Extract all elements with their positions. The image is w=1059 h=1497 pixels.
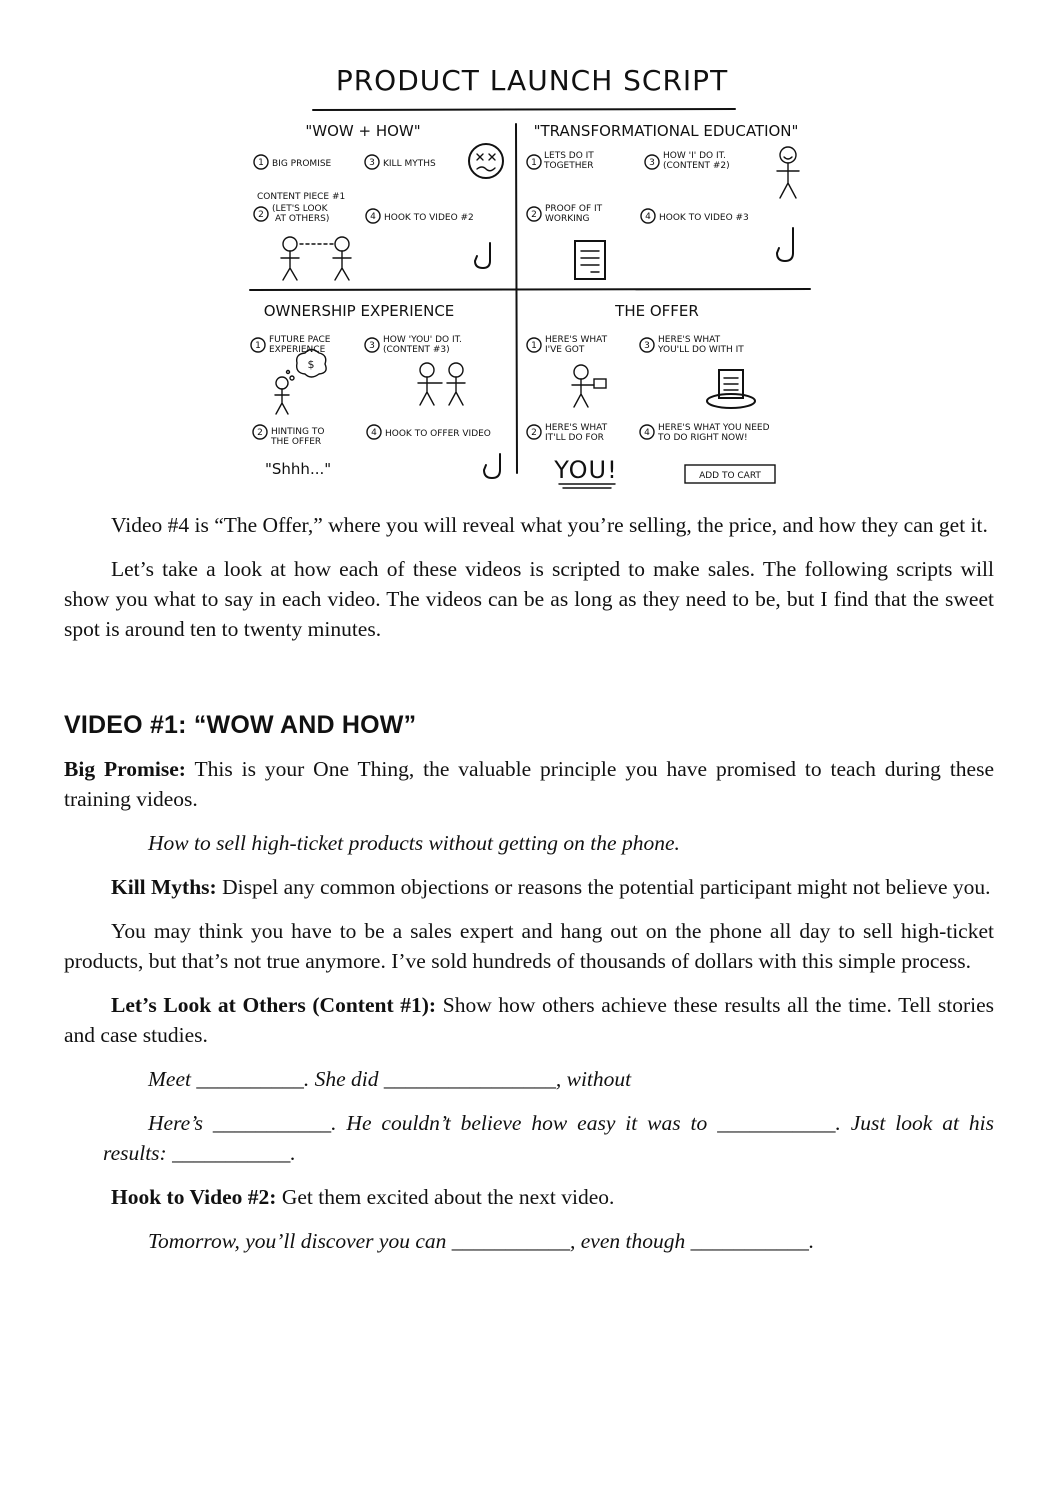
q3-num3: 3 (369, 341, 375, 351)
q2-num3: 3 (649, 158, 655, 168)
q4-you: YOU! (554, 456, 618, 484)
q2-item-together: TOGETHER (544, 161, 594, 171)
two-stick-figures-icon (418, 363, 465, 405)
kill-myths-text: Dispel any common objections or reasons the potential participant might not believe you. (216, 875, 991, 899)
example-big-promise: How to sell high-ticket products without getting on the phone. (148, 831, 680, 855)
q1-item-kill-myths: KILL MYTHS (383, 159, 436, 169)
q3-item-experience: EXPERIENCE (269, 345, 326, 355)
q4-item-heres-what-3: HERE'S WHAT (658, 335, 721, 345)
q3-item-hook-offer-video: HOOK TO OFFER VIDEO (385, 429, 491, 439)
q3-num1: 1 (255, 341, 261, 351)
illustration-title: PRODUCT LAUNCH SCRIPT (335, 64, 729, 97)
product-launch-script-illustration (245, 58, 820, 498)
q4-item-heres-what: HERE'S WHAT (545, 335, 608, 345)
grid-vertical-line (516, 124, 517, 473)
q2-item-working: WORKING (545, 214, 590, 224)
two-stick-figures-icon (281, 237, 351, 280)
q2-num4: 4 (645, 212, 651, 222)
q1-item-big-promise: BIG PROMISE (272, 159, 332, 169)
q3-item-future-pace: FUTURE PACE (269, 335, 331, 345)
q1-heading: "WOW + HOW" (305, 122, 421, 140)
q4-item-itll-do-for: IT'LL DO FOR (545, 433, 604, 443)
q2-item-proof: PROOF OF IT (545, 204, 603, 214)
q1-num3: 3 (369, 158, 375, 168)
q4-num1: 1 (531, 341, 537, 351)
add-to-cart-label: ADD TO CART (699, 471, 761, 481)
q2-item-lets-do-it: LETS DO IT (544, 151, 594, 161)
others-text: Show how others achieve these results all the time. Tell stories and case studies. (64, 993, 994, 1047)
q4-item-ive-got: I'VE GOT (545, 345, 585, 355)
q3-num2: 2 (257, 428, 263, 438)
thinking-money-figure-icon (275, 350, 326, 415)
q2-heading: "TRANSFORMATIONAL EDUCATION" (533, 122, 799, 140)
q1-content-piece: CONTENT PIECE #1 (257, 192, 346, 202)
others-label: Let’s Look at Others (Content #1): (111, 993, 437, 1017)
paragraph-big-promise (64, 754, 994, 814)
paragraph-myths-example: You may think you have to be a sales expert and hang out on the phone all day to sell high-ticket products, but that’s not true anymore. I’ve sold hundreds of thousands of dollars with this simple process. (64, 919, 994, 973)
document-icon (575, 241, 605, 279)
grid-horizontal-line (250, 289, 810, 290)
dead-face-icon (469, 144, 503, 178)
figure-with-product-icon (572, 365, 606, 407)
hook-icon (484, 454, 500, 478)
q4-item-youll-do: YOU'LL DO WITH IT (658, 345, 744, 355)
title-underline (313, 109, 735, 110)
q3-heading: OWNERSHIP EXPERIENCE (263, 302, 455, 320)
body-text (64, 510, 994, 1270)
q4-num4: 4 (644, 428, 650, 438)
q1-item-lets-look: (LET'S LOOK (272, 204, 328, 214)
kill-myths-label: Kill Myths: (111, 875, 217, 899)
big-promise-label: Big Promise: (64, 757, 186, 781)
hook-icon (475, 243, 490, 268)
q3-item-hinting: HINTING TO (271, 427, 325, 437)
q3-shhh: "Shhh..." (265, 460, 332, 478)
q1-item-hook-video-2: HOOK TO VIDEO #2 (384, 213, 474, 223)
q1-num2: 2 (258, 210, 264, 220)
q3-item-content-3: (CONTENT #3) (383, 345, 450, 355)
q3-num4: 4 (371, 428, 377, 438)
paragraph-hook (111, 1182, 994, 1212)
example-tomorrow: Tomorrow, you’ll discover you can ___________, even though ___________. (148, 1229, 815, 1253)
q1-num4: 4 (370, 212, 376, 222)
q4-num2: 2 (531, 428, 537, 438)
q4-num3: 3 (644, 341, 650, 351)
hook-text: Get them excited about the next video. (276, 1185, 615, 1209)
document-on-plate-icon (707, 370, 755, 408)
hook-icon (777, 228, 793, 261)
q2-item-content-2: (CONTENT #2) (663, 161, 730, 171)
example-meet: Meet __________. She did ________________, without (148, 1067, 632, 1091)
q3-item-the-offer: THE OFFER (271, 437, 322, 447)
q2-item-hook-video-3: HOOK TO VIDEO #3 (659, 213, 749, 223)
q4-item-need: HERE'S WHAT YOU NEED (658, 423, 770, 433)
dollar-icon: $ (307, 358, 315, 371)
big-promise-text: This is your One Thing, the valuable principle you have promised to teach during these training videos. (64, 757, 994, 811)
q4-item-heres-what-2: HERE'S WHAT (545, 423, 608, 433)
paragraph-kill-myths (64, 872, 994, 902)
q2-num2: 2 (531, 210, 537, 220)
hook-label: Hook to Video #2: (111, 1185, 277, 1209)
q4-item-right-now: TO DO RIGHT NOW! (658, 433, 748, 443)
happy-stick-figure-icon (777, 147, 799, 198)
section-heading: VIDEO #1: “WOW AND HOW” (64, 711, 417, 739)
paragraph-look-at-others (64, 990, 994, 1050)
paragraph-video-4: Video #4 is “The Offer,” where you will reveal what you’re selling, the price, and how they can get it. (111, 513, 988, 537)
q2-num1: 1 (531, 158, 537, 168)
example-heres: Here’s ___________. He couldn’t believe how easy it was to ___________. Just look at his results: ___________. (103, 1111, 994, 1165)
paragraph-scripts-intro: Let’s take a look at how each of these videos is scripted to make sales. The following scripts will show you what to say in each video. The videos can be as long as they need to be, but I find that the sweet spot is around ten to twenty minutes. (64, 557, 994, 641)
q4-heading: THE OFFER (615, 302, 699, 320)
q3-item-how-you-do-it: HOW 'YOU' DO IT. (383, 335, 462, 345)
q2-item-how-i-do-it: HOW 'I' DO IT. (663, 151, 726, 161)
q1-num1: 1 (258, 158, 264, 168)
you-underline (559, 484, 615, 488)
q1-item-at-others: AT OTHERS) (275, 214, 330, 224)
